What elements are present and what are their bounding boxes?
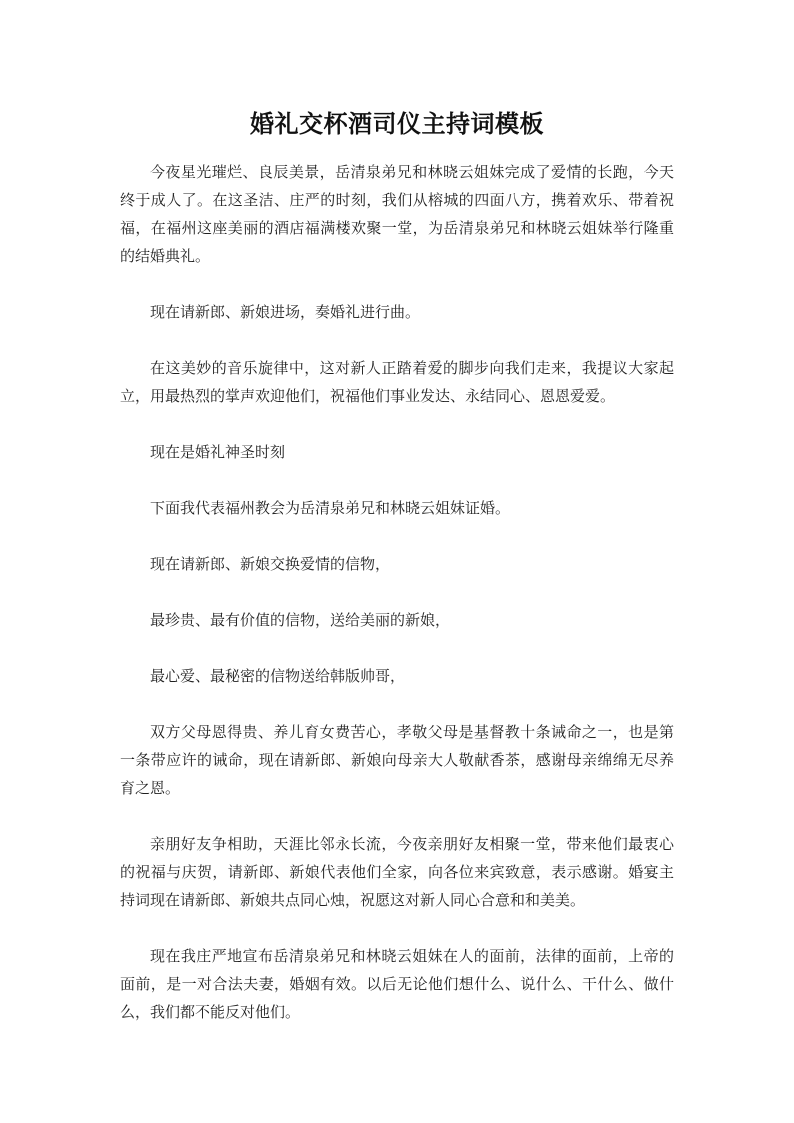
paragraph-parents-tea: 双方父母恩得贵、养儿育女费苦心，孝敬父母是基督教十条诫命之一，也是第一条带应许的诫命，现在请新郎、新娘向母亲大人敬献香茶，感谢母亲绵绵无尽养育之恩。 (120, 723, 674, 797)
paragraph-exchange-tokens: 现在请新郎、新娘交换爱情的信物， (150, 555, 391, 573)
paragraph-token-groom: 最心爱、最秘密的信物送给韩版帅哥， (150, 667, 406, 685)
paragraph-welcome: 在这美妙的音乐旋律中，这对新人正踏着爱的脚步向我们走来，我提议大家起立，用最热烈的掌声欢迎他们，祝福他们事业发达、永结同心、恩恩爱爱。 (120, 359, 674, 405)
paragraph-intro: 今夜星光璀烂、良辰美景，岳清泉弟兄和林晓云姐妹完成了爱情的长跑，今天终于成人了。在这圣洁、庄严的时刻，我们从榕城的四面八方，携着欢乐、带着祝福，在福州这座美丽的酒店福满楼欢聚一堂，为岳清泉弟兄和林晓云姐妹举行隆重的结婚典礼。 (120, 163, 674, 265)
paragraph-token-bride: 最珍贵、最有价值的信物，送给美丽的新娘， (150, 611, 451, 629)
paragraph-declaration: 现在我庄严地宣布岳清泉弟兄和林晓云姐妹在人的面前，法律的面前，上帝的面前，是一对合法夫妻，婚姻有效。以后无论他们想什么、说什么、干什么、做什么，我们都不能反对他们。 (120, 947, 674, 1021)
paragraph-sacred-moment: 现在是婚礼神圣时刻 (150, 443, 286, 461)
paragraph-thanks-guests: 亲朋好友争相助，天涯比邻永长流，今夜亲朋好友相聚一堂，带来他们最衷心的祝福与庆贺，请新郎、新娘代表他们全家，向各位来宾致意，表示感谢。婚宴主持词现在请新郎、新娘共点同心烛，祝愿这对新人同心合意和和美美。 (120, 835, 674, 909)
document-title: 婚礼交杯酒司仪主持词模板 (250, 110, 544, 138)
paragraph-entrance: 现在请新郎、新娘进场，奏婚礼进行曲。 (150, 303, 421, 321)
paragraph-witness: 下面我代表福州教会为岳清泉弟兄和林晓云姐妹证婚。 (150, 499, 511, 517)
